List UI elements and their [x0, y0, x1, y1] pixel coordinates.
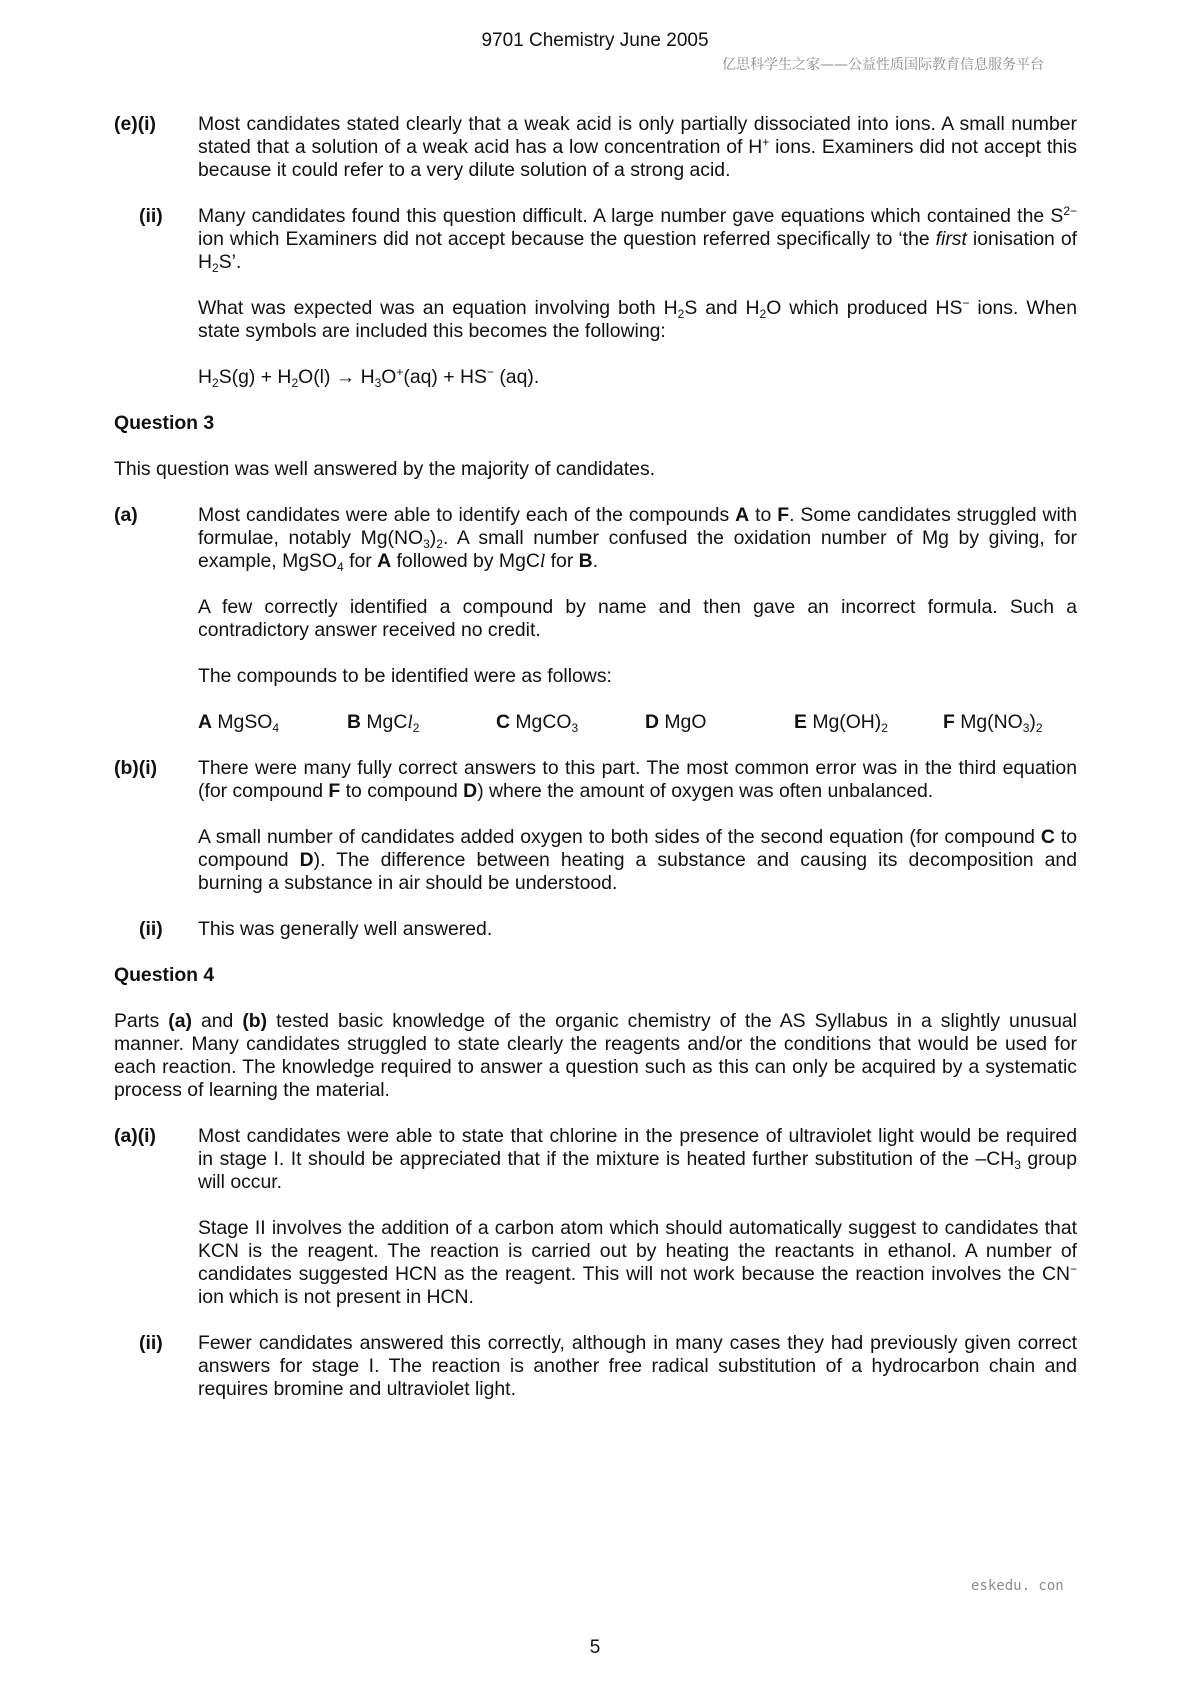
q3-a-para-2: A few correctly identified a compound by name and then gave an incorrect formula. Such a contradictory answer received no credit. — [198, 596, 1077, 641]
q3-a — [114, 504, 1077, 573]
q2-e-i — [114, 113, 1077, 182]
compound-f: F $Mg(NO_3)_2$ — [943, 711, 1043, 735]
item-text: Fewer candidates answered this correctly, although in many cases they had previously given correct answers for stage I. The reaction is another free radical substitution of a hydrocarbon chain and requires bromine and ultraviolet light. — [198, 1332, 1077, 1400]
q2-e-ii-equation: $H_2S(g) + H_2O(l) \to H_3O^+(aq) + HS^-$ (aq). — [198, 365, 540, 390]
item-text: Most candidates were able to state that chlorine in the presence of ultraviolet light would be required in stage I. It should be appreciated that if the mixture is heated further substitution of the $-CH_3$ group will occur. — [198, 1125, 1077, 1193]
q2-e-ii — [114, 205, 1077, 274]
question-3-intro: This question was well answered by the majority of candidates. — [114, 458, 656, 480]
page-number: 5 — [589, 1637, 601, 1658]
item-text: Many candidates found this question difficult. A large number gave equations which contained the $S^{2-}$ ion which Examiners did not accept because the question referred specifically to ‘the first ionisation of $H_2S$’. — [198, 204, 1078, 275]
q4-a-i-para-2: Stage II involves the addition of a carbon atom which should automatically suggest to candidates that KCN is the reagent. The reaction is carried out by heating the reactants in ethanol. A number of candidates suggested HCN as the reagent. This will not work because the reaction involves the CN− ion which is not present in HCN. — [198, 1217, 1077, 1308]
q3-b-i — [114, 757, 1077, 803]
q4-a-i — [114, 1125, 1077, 1194]
q2-e-ii-expected: What was expected was an equation involving both $H_2S$ and $H_2O$ which produced HS− ions. When state symbols are included this becomes the following: — [198, 296, 1077, 342]
item-label: (ii) — [139, 1332, 163, 1354]
compound-d: D MgO — [645, 711, 707, 733]
compound-e: E $Mg(OH)_2$ — [794, 711, 888, 735]
compound-c: C MgCO$_3$ — [496, 711, 579, 735]
q3-b-i-para-2: A small number of candidates added oxygen to both sides of the second equation (for compound C to compound D). The difference between heating a substance and causing its decomposition and burning a substance in air should be understood. — [198, 826, 1077, 894]
item-label: (a)(i) — [114, 1125, 157, 1147]
q3-a-para-3: The compounds to be identified were as follows: — [198, 665, 612, 687]
question-3-heading: Question 3 — [114, 412, 215, 434]
item-text: Most candidates were able to identify each of the compounds A to F. Some candidates struggled with formulae, notably $Mg(NO_3)_2$. A small number confused the oxidation number of Mg by giving, for example, MgSO$_4$ for A followed by MgCl for B. — [198, 504, 1077, 574]
question-4-heading: Question 4 — [114, 964, 215, 986]
item-label: (e)(i) — [114, 113, 157, 135]
footer-website: eskedu. con — [971, 1578, 1064, 1594]
compound-list — [198, 711, 1077, 734]
item-label: (ii) — [139, 918, 163, 940]
item-label: (b)(i) — [114, 757, 158, 779]
item-text: This was generally well answered. — [198, 918, 493, 940]
question-4-intro: Parts (a) and (b) tested basic knowledge of the organic chemistry of the AS Syllabus in a slightly unusual manner. Many candidates struggled to state clearly the reagents and/or the conditions that would be used for each reaction. The knowledge required to answer a question such as this can only be acquired by a systematic process of learning the material. — [114, 1010, 1077, 1101]
page-header-subtitle: 亿思科学生之家——公益性质国际教育信息服务平台 — [722, 57, 1044, 73]
page-content — [114, 113, 1077, 1424]
item-label: (ii) — [139, 205, 163, 227]
q4-a-ii — [114, 1332, 1077, 1401]
compound-a: A MgSO$_4$ — [198, 711, 280, 735]
q3-b-ii — [114, 918, 1077, 941]
item-text: There were many fully correct answers to this part. The most common error was in the third equation (for compound F to compound D) where the amount of oxygen was often unbalanced. — [198, 757, 1077, 802]
page-header-title: 9701 Chemistry June 2005 — [481, 30, 709, 51]
item-text: Most candidates stated clearly that a weak acid is only partially dissociated into ions. A small number stated that a solution of a weak acid has a low concentration of H+ ions. Examiners did not accept this because it could refer to a very dilute solution of a strong acid. — [198, 113, 1077, 181]
item-label: (a) — [114, 504, 138, 526]
compound-b: B MgCl$_2$ — [347, 711, 420, 735]
